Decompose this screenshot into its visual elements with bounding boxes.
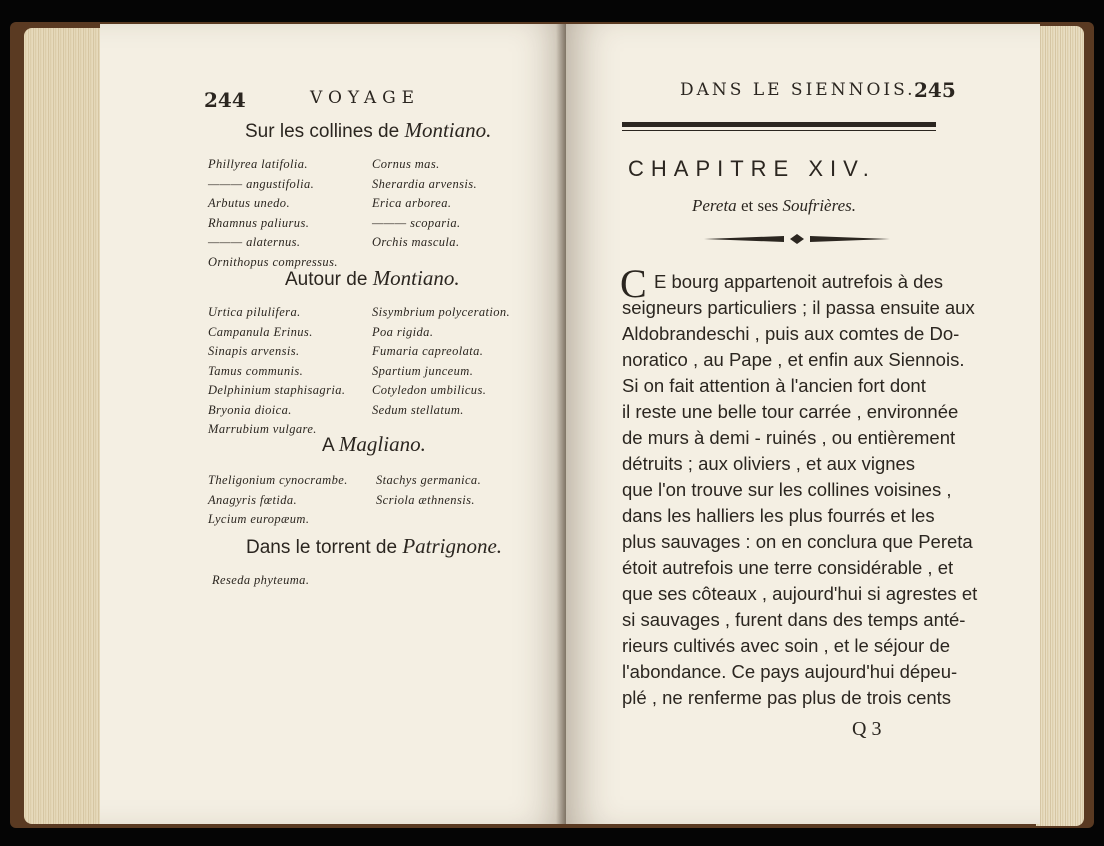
plant-name: Delphinium staphisagria. <box>208 383 346 397</box>
plant-name: Sisymbrium polyceration. <box>372 305 511 319</box>
plant-name: Campanula Erinus. <box>208 324 313 339</box>
plant-name: Cornus mas. <box>372 157 440 171</box>
plant-name: Reseda phyteuma. <box>212 573 310 587</box>
body-line: que l'on trouve sur les collines voisines , <box>622 479 952 500</box>
body-line: Si on fait attention à l'ancien fort dont <box>622 375 926 396</box>
right-page-number: 245 <box>914 78 956 102</box>
plant-name: Erica arborea. <box>372 196 452 210</box>
plant-name: ——— alaternus. <box>208 235 301 249</box>
plant-list-col2 <box>372 155 477 253</box>
plant-name: ——— angustifolia. <box>208 176 315 191</box>
body-line: détruits ; aux oliviers , et aux vignes <box>622 453 916 474</box>
section-heading-2 <box>285 266 460 291</box>
subtitle-feature: Soufrières. <box>782 196 856 215</box>
plant-name: Rhamnus paliurus. <box>208 215 310 230</box>
left-page-number: 244 <box>204 88 246 112</box>
plant-name: Sedum stellatum. <box>372 402 464 417</box>
plant-name: Fumaria capreolata. <box>372 344 484 358</box>
body-line: de murs à demi - ruinés , ou entièrement <box>622 427 956 448</box>
signature-mark: Q 3 <box>852 718 882 740</box>
plant-name: Lycium europæum. <box>208 512 310 526</box>
section-heading-prefix: Autour de <box>285 269 368 290</box>
body-line: étoit autrefois une terre considérable , et <box>622 557 954 578</box>
plant-name: Tamus communis. <box>208 363 304 378</box>
double-rule-thin <box>622 130 936 131</box>
plant-name: Phillyrea latifolia. <box>208 157 308 171</box>
page-edges-right <box>1036 26 1084 826</box>
section-heading-3 <box>322 432 426 457</box>
plant-name: Anagyris fœtida. <box>208 492 298 507</box>
left-page <box>100 24 566 824</box>
section-heading-place: Magliano. <box>338 432 426 456</box>
plant-list-col1 <box>208 155 338 272</box>
plant-list-col1 <box>208 471 348 530</box>
section-heading-prefix: Sur les collines de <box>245 121 400 142</box>
body-line: plé , ne renferme pas plus de trois cents <box>622 687 952 708</box>
ornament-rule-icon <box>704 234 890 244</box>
plant-name: Spartium junceum. <box>372 363 474 378</box>
subtitle-connector: et ses <box>740 196 779 215</box>
chapter-subtitle <box>692 196 856 216</box>
body-line: noratico , au Pape , et enfin aux Siennois. <box>622 349 965 370</box>
plant-list-col1 <box>208 303 345 440</box>
section-heading-1 <box>245 118 491 143</box>
body-line: plus sauvages : on en conclura que Pereta <box>622 531 973 552</box>
plant-name: Arbutus unedo. <box>208 196 290 210</box>
body-line: Aldobrandeschi , puis aux comtes de Do- <box>622 323 960 344</box>
body-line: rieurs cultivés avec soin , et le séjour de <box>622 635 951 656</box>
body-line: seigneurs particuliers ; il passa ensuite aux <box>622 297 975 318</box>
plant-name: Bryonia dioica. <box>208 402 292 417</box>
plant-name: Sinapis arvensis. <box>208 344 300 358</box>
plant-name: Ornithopus compressus. <box>208 254 338 269</box>
plant-name: Sherardia arvensis. <box>372 176 478 191</box>
plant-list-col2 <box>376 471 481 510</box>
body-line: que ses côteaux , aujourd'hui si agrestes et <box>622 583 978 604</box>
plant-name: Theligonium cynocrambe. <box>208 473 348 487</box>
drop-cap: C <box>620 261 647 306</box>
section-heading-prefix: Dans le torrent de <box>246 537 398 558</box>
section-heading-place: Patrignone. <box>402 534 503 558</box>
section-heading-place: Montiano. <box>404 118 492 142</box>
plant-list-col1 <box>212 571 309 591</box>
plant-name: Orchis mascula. <box>372 235 460 249</box>
plant-name: Scriola æthnensis. <box>376 492 475 507</box>
plant-list-col2 <box>372 303 510 420</box>
body-line: l'abondance. Ce pays aujourd'hui dépeu- <box>622 661 958 682</box>
plant-name: ——— scoparia. <box>372 215 461 230</box>
subtitle-place: Pereta <box>692 196 737 215</box>
body-line: E bourg appartenoit autrefois à des <box>654 271 943 292</box>
right-running-head: DANS LE SIENNOIS. <box>680 80 916 100</box>
body-line: si sauvages , furent dans des temps anté- <box>622 609 966 630</box>
plant-name: Urtica pilulifera. <box>208 305 301 319</box>
section-heading-4 <box>246 534 502 559</box>
body-line: dans les halliers les plus fourrés et les <box>622 505 935 526</box>
plant-name: Poa rigida. <box>372 324 434 339</box>
section-heading-prefix: A <box>322 435 334 456</box>
body-line: il reste une belle tour carrée , environnée <box>622 401 959 422</box>
plant-name: Cotyledon umbilicus. <box>372 383 487 397</box>
left-running-head: VOYAGE <box>310 88 421 108</box>
plant-name: Marrubium vulgare. <box>208 422 317 436</box>
page-edges-left <box>24 28 104 824</box>
section-heading-place: Montiano. <box>372 266 460 290</box>
double-rule-thick <box>622 122 936 127</box>
plant-name: Stachys germanica. <box>376 473 482 487</box>
chapter-title: CHAPITRE XIV. <box>628 156 876 181</box>
right-page <box>566 24 1040 824</box>
